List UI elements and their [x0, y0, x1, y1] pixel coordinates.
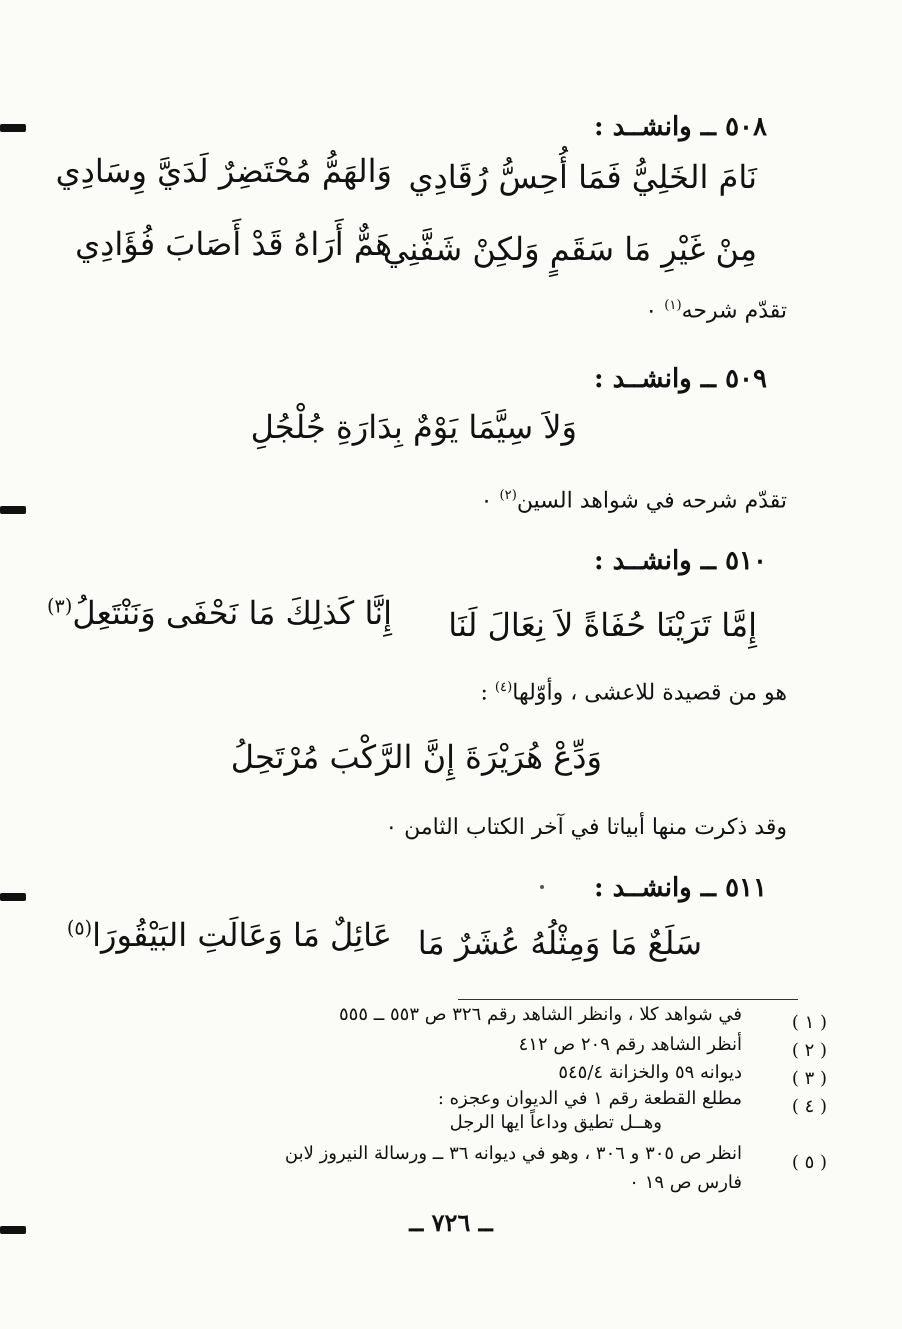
note-text: هو من قصيدة للاعشى ، وأوّلها: [512, 680, 787, 706]
footnote-text: ديوانه ٥٩ والخزانة ٥٤٥/٤: [558, 1062, 742, 1083]
note-end: ٠: [480, 488, 500, 514]
footnote-ref: (٣): [47, 594, 73, 618]
entry-note: [480, 680, 787, 705]
footnote-ref: (٥): [66, 916, 93, 940]
entry-heading-510: ٥١٠ ــ وانشــد :: [594, 546, 767, 576]
footnote-ref: (٤): [494, 680, 513, 695]
verse-hemistich: إِمَّا تَرَيْنَا حُفَاةً لاَ نِعَالَ لَنَا: [448, 606, 757, 644]
footnote-ref: (٢): [499, 488, 517, 503]
footnote-text: انظر ص ٣٠٥ و ٣٠٦ ، وهو في ديوانه ٣٦ ــ ورسالة النيروز لابن: [284, 1143, 742, 1164]
footnote-ref: (١): [664, 298, 682, 313]
verse-hemistich: هَمٌّ أَرَاهُ قَدْ أَصَابَ فُؤَادِي: [75, 225, 392, 263]
entry-note: [645, 298, 787, 323]
footnote-divider: [458, 999, 798, 1000]
note-end: :: [480, 680, 495, 706]
margin-mark: [0, 506, 26, 514]
verse-hemistich: وَالهَمُّ مُحْتَضِرٌ لَدَيَّ وِسَادِي: [55, 152, 392, 190]
footnote-text: في شواهد كلا ، وانظر الشاهد رقم ٣٢٦ ص ٥٥٣ ــ ٥٥٥: [338, 1004, 742, 1025]
verse-line: وَلاَ سِيَّمَا يَوْمٌ بِدَارَةِ جُلْجُلِ: [250, 408, 577, 446]
verse-hemistich: سَلَعٌ مَا وَمِثْلُهُ عُشَرٌ مَا: [417, 924, 702, 962]
verse-hemistich: [67, 916, 392, 954]
footnote-number: ( ٣ ): [791, 1068, 827, 1089]
entry-heading-509: ٥٠٩ ــ وانشــد :: [594, 364, 767, 394]
entry-heading-511: ٥١١ ــ وانشــد :: [594, 873, 767, 903]
footnote-number: ( ٥ ): [791, 1152, 827, 1173]
footnote-number: ( ٢ ): [791, 1040, 827, 1061]
margin-mark: [0, 124, 26, 132]
page-number: ــ ٧٢٦ ــ: [409, 1208, 493, 1237]
entry-heading-508: ٥٠٨ ــ وانشــد :: [594, 112, 767, 142]
verse-hemistich: مِنْ غَيْرِ مَا سَقَمٍ وَلكِنْ شَفَّنِي: [382, 230, 757, 268]
note-text: تقدّم شرحه في شواهد السين: [516, 488, 787, 514]
ink-speck: [540, 885, 544, 889]
entry-note: وقد ذكرت منها أبياتا في آخر الكتاب الثامن ٠: [385, 815, 787, 840]
footnote-text: فارس ص ١٩ ٠: [629, 1172, 742, 1193]
footnote-text: وهــل تطيق وداعاً ايها الرجل: [449, 1112, 662, 1133]
margin-mark: [0, 893, 26, 901]
verse-hemistich: [47, 594, 392, 632]
verse-text: إِنَّا كَذلِكَ مَا نَحْفَى وَنَنْتَعِلُ: [72, 594, 392, 632]
footnote-number: ( ١ ): [791, 1012, 827, 1033]
verse-text: عَائِلٌ مَا وَعَالَتِ البَيْقُورَا: [92, 916, 392, 954]
footnote-text: أنظر الشاهد رقم ٢٠٩ ص ٤١٢: [518, 1034, 742, 1055]
verse-hemistich: نَامَ الخَلِيُّ فَمَا أُحِسُّ رُقَادِي: [408, 158, 757, 196]
footnote-text: مطلع القطعة رقم ١ في الديوان وعجزه :: [437, 1088, 742, 1109]
note-end: ٠: [645, 298, 665, 324]
note-text: تقدّم شرحه: [681, 298, 787, 324]
footnote-number: ( ٤ ): [791, 1096, 827, 1117]
verse-line: وَدِّعْ هُرَيْرَةَ إِنَّ الرَّكْبَ مُرْتَحِلُ: [230, 738, 602, 776]
entry-note: [481, 488, 787, 513]
